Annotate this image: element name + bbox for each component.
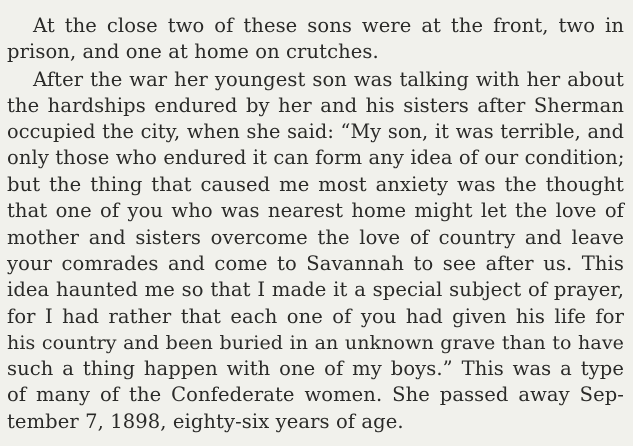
text-line: prison, and one at home on crutches. xyxy=(7,40,379,63)
text-line: his country and been buried in an unknown grave than to have xyxy=(7,332,624,354)
text-line: only those who endured it can form any idea of our condition; xyxy=(7,146,625,169)
text-line: At the close two of these sons were at the front, two in xyxy=(33,14,624,37)
text-line: After the war her youngest son was talking with her about xyxy=(33,68,624,91)
text-line: your comrades and come to Savannah to see after us. This xyxy=(7,252,624,275)
text-line: tember 7, 1898, eighty-six years of age. xyxy=(7,410,404,433)
text-line: mother and sisters overcome the love of country and leave xyxy=(7,226,624,249)
text-line: such a thing happen with one of my boys.” This was a type xyxy=(7,357,624,380)
text-line: the hardships endured by her and his sisters after Sherman xyxy=(7,94,624,117)
text-line: of many of the Confederate women. She passed away Sep- xyxy=(7,383,624,406)
text-line: that one of you who was nearest home might let the love of xyxy=(7,199,624,222)
text-line: idea haunted me so that I made it a special subject of prayer, xyxy=(7,278,624,301)
text-line: but the thing that caused me most anxiety was the thought xyxy=(7,173,624,196)
text-line: occupied the city, when she said: “My son, it was terrible, and xyxy=(7,120,624,143)
text-line: for I had rather that each one of you had given his life for xyxy=(7,305,624,328)
